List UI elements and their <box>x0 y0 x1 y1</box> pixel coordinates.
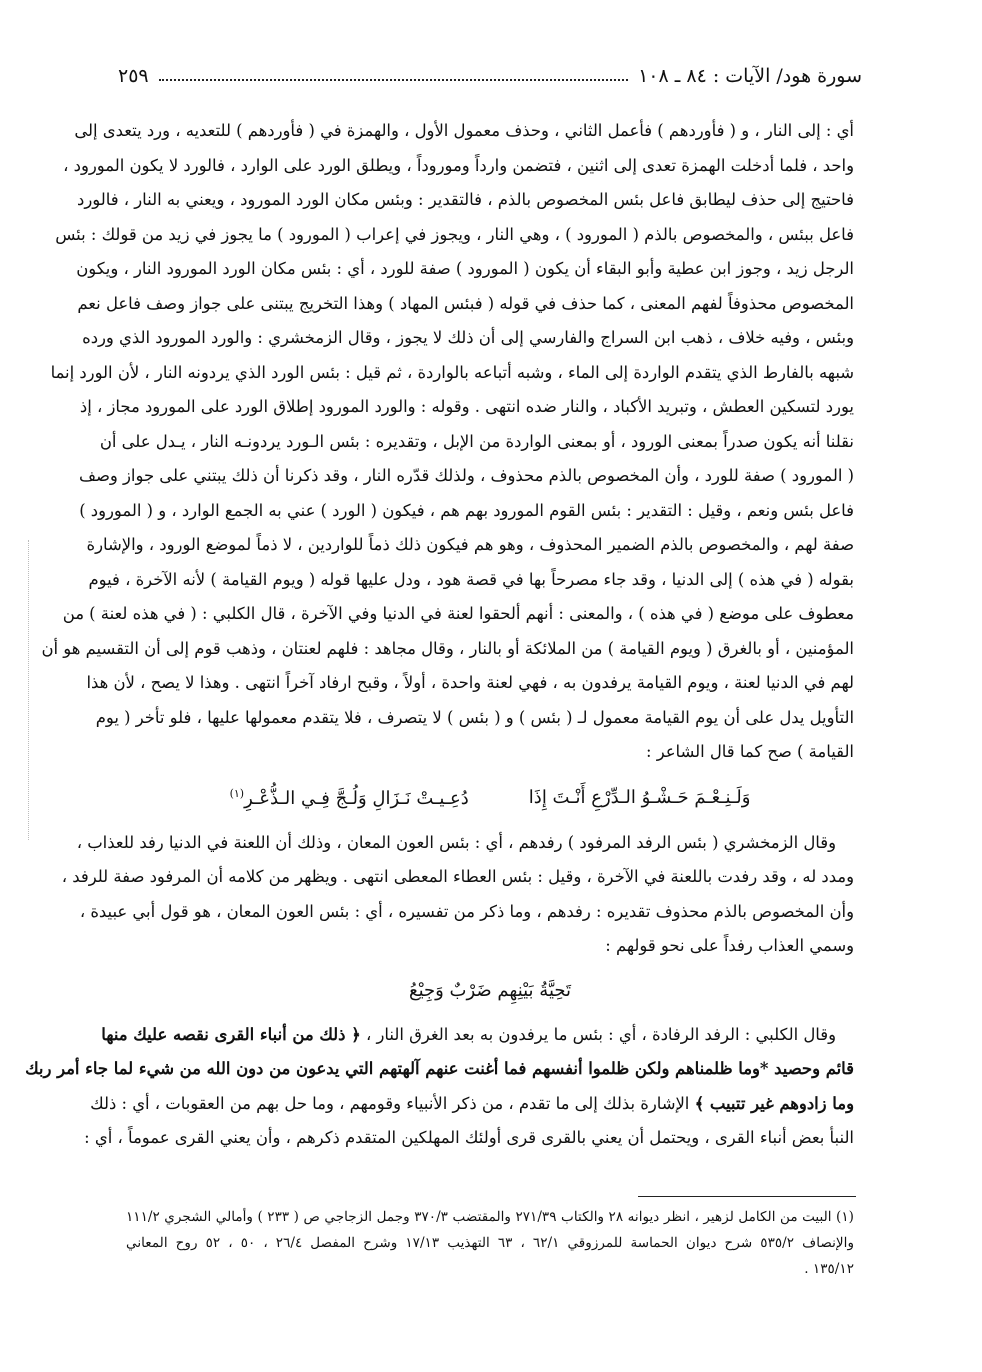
text-line: يورد لتسكين العطش ، وتبريد الأكباد ، والنار ضده انتهى . وقوله : والورد المورود إطلاق الورد على المورود مجاز ، إذ <box>79 397 854 416</box>
main-text <box>25 114 854 1156</box>
text-line: فاحتيج إلى حذف ليطابق فاعل بئس المخصوص بالذم ، فالتقدير : وبئس مكان الورد المورود ، ويعني به النار ، فالورد <box>77 190 854 209</box>
scan-margin-mark <box>28 540 29 840</box>
footnote-line: ١٣٥/١٢ . <box>804 1261 854 1277</box>
header-dotted-leader <box>159 79 628 81</box>
poetry-hemistich: تَحِيَّةُ بَيْنِهِم ضَرْبٌ وَجِيْعُ <box>408 980 572 1001</box>
text-line: لهم في الدنيا لعنة ، ويوم القيامة يرفدون به ، فهي لعنة واحدة ، أولاً ، وقبح ارفاد آخراً انتهى . وهذا لا يصح ، لأن هذا <box>86 673 854 692</box>
text-line: التأويل يدل على أن يوم القيامة معمول لـ ( بئس ) و ( بئس ) لا يتصرف ، فلا يتقدم معمولها عليها ، فلو تأخر ( يوم <box>95 707 854 727</box>
page-number: ٢٥٩ <box>118 65 149 87</box>
text-line: بقوله ( في هذه ) إلى الدنيا ، وقد جاء مصرحاً بها في قصة هود ، ودل عليها قوله ( ويوم القيامة ) لأنه الآخرة ، فيوم <box>88 569 854 589</box>
quran-verse-text: ﴿ ذلك من أنباء القرى نقصه عليك منها <box>101 1024 361 1044</box>
quran-verse-text: وما زادوهم غير تتبيب ﴾ <box>694 1093 854 1113</box>
text-line: ومدد له ، وقد رفدت باللعنة في الآخرة ، وقيل : بئس العطاء المعطى انتهى . ويظهر من كلامه أن المرفود صفة للرفد ، <box>61 867 854 886</box>
text-line: وقال الزمخشري ( بئس الرفد المرفود ) رفدهم ، أي : بئس العون المعان ، وذلك أن اللعنة في الدنيا رفد للعذاب ، <box>76 832 836 852</box>
text-line: شبهه بالفارط الذي يتقدم الواردة إلى الماء ، وشبه أتباعه بالواردة ، ثم قيل : بئس الورد الذي يردونه النار ، لأن الورد إنما <box>50 362 854 382</box>
running-header <box>118 58 862 94</box>
text-line: نقلنا أنه يكون صدراً بمعنى الورود ، أو بمعنى الواردة من الإبل ، وتقديره : بئس الـورد يردونـه النار ، يـدل على أن <box>99 431 854 451</box>
footnote-line: (١) البيت من الكامل لزهير ، انظر ديوانه ٢٨ والكتاب ٢٧١/٣٩ والمقتضب ٣٧٠/٣ وجمل الزجاجي ص ( ٢٣٣ ) وأمالي الشجري ١١١/٢ <box>126 1209 854 1225</box>
footnote-line: والإنصاف ٥٣٥/٢ شرح ديوان الحماسة للمرزوقي ٦٢/١ ، ٦٣ التهذيب ١٧/١٣ وشرح المفصل ٢٦/٤ ، ٥٠ ، ٥٢ روح المعاني <box>126 1235 855 1251</box>
text-line: وسمي العذاب رفداً على نحو قولهم : <box>605 936 854 955</box>
text-line: واحد ، فلما أدخلت الهمزة تعدى إلى اثنين ، فتضمن وارداً وموروداً ، ويطلق الورد على الوارد ، فالورد لا يكون المورود ، <box>63 155 854 175</box>
text-line: المؤمنين ، أو بالغرق ( ويوم القيامة ) من الملائكة أو بالنار ، وقال مجاهد : فلهم لعنتان ، وذهب قوم إلى أن التقسيم هو أن <box>41 638 854 658</box>
verse-left-hemistich: دُعِـيـتْ نَـزَالِ وَلُـجَّ فِـي الـذُّعْـرِ$^{(١)}$ <box>229 786 469 809</box>
text-line: ( المورود ) صفة للورد ، وأن المخصوص بالذم محذوف ، ولذلك قدّره النار ، وقد ذكرنا أن ذلك يبتني على جواز وصف <box>79 466 854 485</box>
text-line: الرجل زيد ، وجوز ابن عطية وأبو البقاء أن يكون ( المورود ) صفة للورد ، أي : بئس مكان الورد المورود النار ، ويكون <box>76 259 854 278</box>
text-line <box>101 1018 854 1053</box>
commentary-text: الإشارة بذلك إلى ما تقدم ، من ذكر الأنبياء وقومهم ، وما حل بهم من العقوبات ، أي : ذلك <box>90 1093 695 1113</box>
poetry-verse <box>126 770 854 826</box>
text-line: صفة لهم ، والمخصوص بالذم الضمير المحذوف ، وهو هم فيكون ذلك ذماً للواردين ، لا ذماً لموضع الورود ، والإشارة <box>86 535 854 554</box>
text-line: فاعل ببئس ، والمخصوص بالذم ( المورود ) ، وهي النار ، ويجوز في إعراب ( المورود ) ما يجوز في زيد من قولك : بئس <box>55 224 854 244</box>
text-line: أي : إلى النار ، و ( فأوردهم ) فأعمل الثاني ، وحذف معمول الأول ، والهمزة في ( فأوردهم ) للتعديه ، ورد يتعدى إلى <box>74 121 854 140</box>
text-line: النبأ بعض أنباء القرى ، ويحتمل أن يعني بالقرى قرى أولئك المهلكين المتقدم ذكرهم ، وأن يعني القرى عموماً ، أي : <box>84 1128 854 1147</box>
text-line: المخصوص محذوفاً لفهم المعنى ، كما حذف في قوله ( فبئس المهاد ) وهذا التخريج يبتنى على جواز وصف فاعل نعم <box>77 293 854 313</box>
surah-title: سورة هود/ الآيات : ٨٤ ـ ١٠٨ <box>638 65 862 87</box>
text-line: معطوف على موضع ( في هذه ) ، والمعنى : أنهم ألحقوا لعنة في الدنيا وفي الآخرة ، قال الكلبي : ( في هذه لعنة ) من <box>62 604 854 623</box>
verse-right-hemistich: وَلَـنِـعْـمَ حَـشْـوُ الـدِّرْعِ أَنْـتَ إِذَا <box>528 787 751 808</box>
footnote-separator <box>638 1196 856 1197</box>
text-line <box>25 1052 854 1087</box>
text-line: وأن المخصوص بالذم محذوف تقديره : رفدهم ، وما ذكر من تفسيره ، أي : بئس العون المعان ، هو قول أبي عبيدة ، <box>79 901 854 921</box>
footnotes <box>126 1204 854 1282</box>
commentary-text: وقال الكلبي : الرفد الرفادة ، أي : بئس ما يرفدون به بعد الغرق النار ، <box>360 1024 836 1044</box>
text-line: فاعل بئس ونعم ، وقيل : التقدير : بئس القوم المورود بهم هم ، فيكون ( الورد ) عني به الجمع الوارد ، و ( المورود ) <box>79 500 854 520</box>
footnote-marker: (١) <box>229 786 245 800</box>
text-line: وبئس ، وفيه خلاف ، ذهب ابن السراج والفارسي إلى أن ذلك لا يجوز ، وقال الزمخشري : والورد المورود الذي ورده <box>82 328 854 347</box>
text-line <box>90 1087 854 1122</box>
quran-verse-text: قائم وحصيد *وما ظلمناهم ولكن ظلموا أنفسهم فما أغنت عنهم آلهتهم التي يدعون من دون الله من شيء لما جاء أمر ربك <box>25 1059 854 1078</box>
text-line: القيامة ) صح كما قال الشاعر : <box>645 742 854 761</box>
